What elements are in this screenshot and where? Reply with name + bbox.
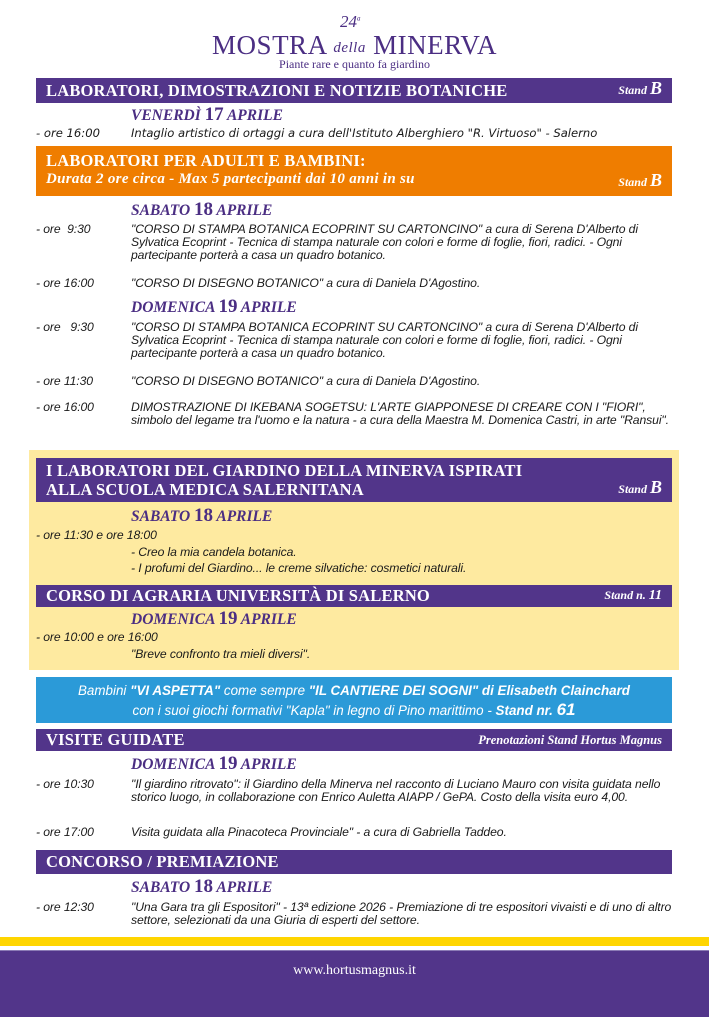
- day-heading: VENERDÌ 17 APRILE: [131, 104, 283, 125]
- day-heading: SABATO 18 APRILE: [131, 876, 273, 897]
- event-logo: [0, 0, 709, 72]
- day-heading: DOMENICA 19 APRILE: [131, 608, 297, 629]
- schedule-item: - I profumi del Giardino... le creme silvatiche: cosmetici naturali.: [131, 561, 467, 575]
- day-heading: DOMENICA 19 APRILE: [131, 296, 297, 317]
- schedule-item: - Creo la mia candela botanica.: [131, 545, 297, 559]
- section-header-visite-guidate: VISITE GUIDATE Prenotazioni Stand Hortus Magnus: [36, 729, 672, 751]
- schedule-time: - ore 11:30 e ore 18:00: [36, 528, 157, 542]
- section-header-corso-agraria: CORSO DI AGRARIA UNIVERSITÀ DI SALERNO Stand n. 11: [36, 585, 672, 607]
- section-header-laboratori-giardino: I LABORATORI DEL GIARDINO DELLA MINERVA ISPIRATI ALLA SCUOLA MEDICA SALERNITANA Stand B: [36, 458, 672, 502]
- stand-label: Stand B: [618, 170, 662, 190]
- day-heading: SABATO 18 APRILE: [131, 505, 273, 526]
- yellow-divider: [0, 937, 709, 946]
- edition-number: 24$^a$: [340, 12, 361, 31]
- stand-label: Stand B: [618, 78, 662, 98]
- day-heading: DOMENICA 19 APRILE: [131, 753, 297, 774]
- event-tagline: Piante rare e quanto fa giardino: [279, 57, 430, 71]
- section-header-concorso: CONCORSO / PREMIAZIONE: [36, 850, 672, 874]
- website-link[interactable]: www.hortusmagnus.it: [293, 963, 416, 978]
- section-header-laboratori-dimostrazioni: LABORATORI, DIMOSTRAZIONI E NOTIZIE BOTANICHE Stand B: [36, 78, 672, 103]
- kids-banner: Bambini "VI ASPETTA" come sempre "IL CANTIERE DEI SOGNI" di Elisabeth Clainchard con i suoi giochi formativi "Kapla" in legno di Pino marittimo - Stand nr. 61: [36, 677, 672, 723]
- day-heading: SABATO 18 APRILE: [131, 199, 273, 220]
- footer: [0, 950, 709, 1017]
- booking-note: Prenotazioni Stand Hortus Magnus: [478, 733, 662, 747]
- section-header-laboratori-adulti-bambini: LABORATORI PER ADULTI E BAMBINI: Durata 2 ore circa - Max 5 partecipanti dai 10 anni in su Stand B: [36, 146, 672, 196]
- stand-label: Stand n. 11: [604, 588, 662, 603]
- schedule-item: "Breve confronto tra mieli diversi".: [131, 647, 311, 661]
- stand-label: Stand B: [618, 477, 662, 497]
- schedule-time: - ore 10:00 e ore 16:00: [36, 630, 158, 644]
- event-title: MOSTRA della MINERVA: [212, 30, 497, 60]
